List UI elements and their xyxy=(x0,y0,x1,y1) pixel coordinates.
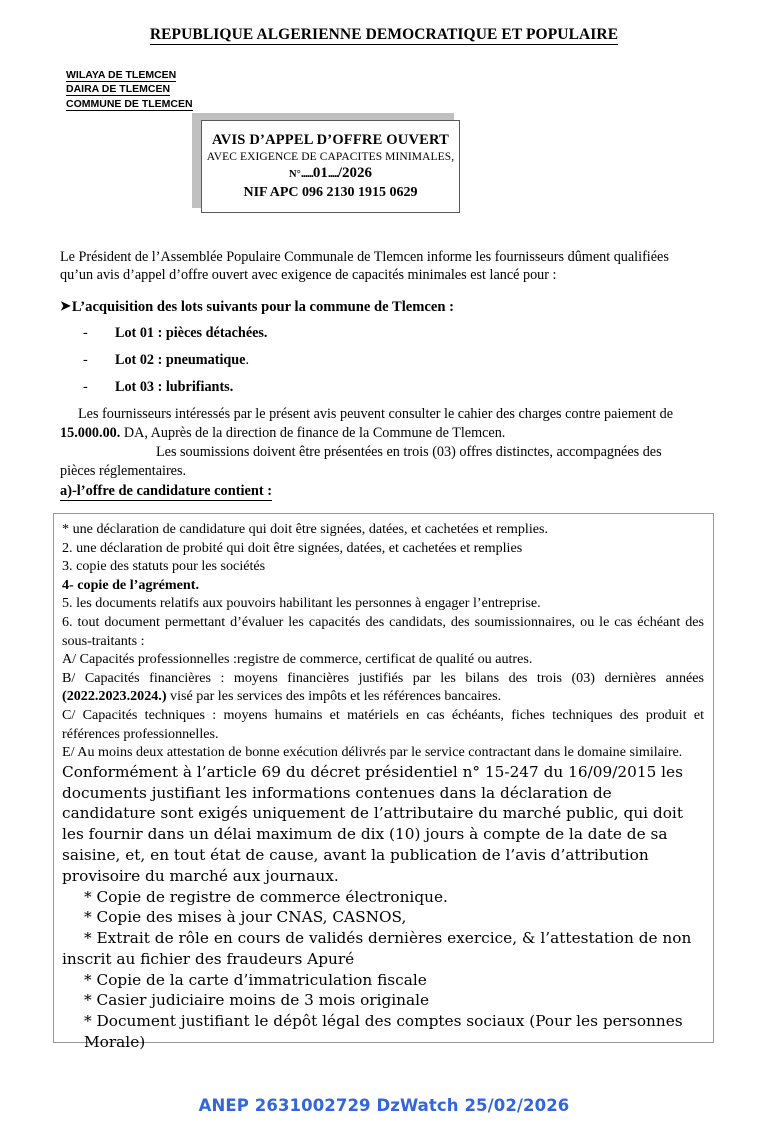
fournisseurs-text-pre: Les fournisseurs intéressés par le présent avis peuvent consulter le cahier des charges contre paiement de xyxy=(78,406,673,423)
requirements-sans-section xyxy=(62,762,704,1053)
capacites-financieres xyxy=(62,669,704,706)
notice-number-dots-left: ...... xyxy=(300,166,313,180)
offre-candidature-heading xyxy=(60,483,715,500)
list-item-agrement: 4- copie de l’agrément. xyxy=(62,576,199,593)
admin-line-daira: DAIRA DE TLEMCEN xyxy=(66,83,171,96)
lot-label: Lot 03 : lubrifiants. xyxy=(115,379,234,396)
list-item xyxy=(83,378,715,396)
soumissions-paragraph xyxy=(60,443,700,480)
list-item xyxy=(83,351,715,369)
anep-footer: ANEP 2631002729 DzWatch 25/02/2026 xyxy=(198,1096,570,1115)
cap-b-years: (2022.2023.2024.) xyxy=(62,688,167,705)
extrait-text: * Extrait de rôle en cours de validés dernières exercice, & l’attestation de non inscrit au fichier des fraudeurs Apuré xyxy=(62,929,692,968)
lot-label: Lot 02 : pneumatique xyxy=(115,352,246,369)
capacites-professionnelles: A/ Capacités professionnelles :registre de commerce, certificat de qualité ou autres. xyxy=(62,651,533,668)
list-item: * Document justifiant le dépôt légal des comptes sociaux (Pour les personnes Morale) xyxy=(84,1012,683,1052)
list-item: * Copie de la carte d’immatriculation fiscale xyxy=(84,970,427,989)
list-item: 6. tout document permettant d’évaluer les capacités des candidats, des soumissionnaires, ou le cas échéant des sous-traitants : xyxy=(62,613,704,649)
fournisseurs-text-post: DA, Auprès de la direction de finance de la Commune de Tlemcen. xyxy=(120,424,506,441)
requirements-box xyxy=(53,513,714,1052)
list-item: 2. une déclaration de probité qui doit être signées, datées, et cachetées et remplies xyxy=(62,539,523,556)
notice-number-dots-right: ..... xyxy=(327,166,338,180)
notice-year: /2026 xyxy=(337,165,372,181)
nif-apc-label: NIF APC 096 2130 1915 0629 xyxy=(243,185,418,200)
list-item-extrait xyxy=(62,928,704,970)
offre-candidature-heading-text: a)-l’offre de candidature contient : xyxy=(60,483,273,500)
lot-dash: - xyxy=(83,352,88,369)
cap-b-post: visé par les services des impôts et les références bancaires. xyxy=(166,688,502,705)
acquisition-heading xyxy=(60,297,715,316)
list-item xyxy=(83,324,715,342)
lot-list xyxy=(83,324,715,396)
admin-line-wilaya: WILAYA DE TLEMCEN xyxy=(66,69,177,81)
list-item: * Copie des mises à jour CNAS, CASNOS, xyxy=(84,908,407,927)
notice-number-prefix: N° xyxy=(289,169,301,180)
administrative-block xyxy=(66,68,193,111)
pointer-bullet-icon: ➤ xyxy=(60,298,71,314)
list-item: * une déclaration de candidature qui doit être signées, datées, et cachetées et remplies. xyxy=(62,521,549,537)
list-item: * Copie de registre de commerce électronique. xyxy=(84,887,448,906)
intro-paragraph: Le Président de l’Assemblée Populaire Communale de Tlemcen informe les fournisseurs dûment qualifiées qu’un avis d’appel d’offre ouvert avec exigence de capacités minimales est lancé pour : xyxy=(60,249,669,284)
cahier-charges-amount: 15.000.00. xyxy=(60,424,121,441)
conformement-paragraph: Conformément à l’article 69 du décret présidentiel n° 15-247 du 16/09/2015 les documents justifiant les informations contenues dans la déclaration de candidature sont exigés uniquement de l’attributaire du marché public, qui doit les fournir dans un délai maximum de dix (10) jours à compte de la date de sa saisine, et, en tout état de cause, avant la publication de l’avis d’attribution provisoire du marché aux journaux. xyxy=(62,762,683,885)
lot-tail: . xyxy=(245,352,250,369)
list-item: * Casier judiciaire moins de 3 mois originale xyxy=(84,991,430,1010)
body-area xyxy=(60,248,715,500)
cap-b-pre: B/ Capacités financières : moyens financières justifiés par les bilans des trois (03) dernières années xyxy=(62,669,704,686)
attestation-bonne-execution: E/ Au moins deux attestation de bonne exécution délivrés par le service contractant dans le domaine similaire. xyxy=(62,744,683,761)
requirements-serif-section xyxy=(62,520,704,762)
page-title-text: REPUBLIQUE ALGERIENNE DEMOCRATIQUE ET POPULAIRE xyxy=(149,26,619,43)
lot-dash: - xyxy=(83,379,88,396)
admin-line-commune: COMMUNE DE TLEMCEN xyxy=(66,97,193,110)
list-item: 5. les documents relatifs aux pouvoirs habilitant les personnes à engager l’entreprise. xyxy=(62,595,541,612)
notice-subtitle-label: AVEC EXIGENCE DE CAPACITES MINIMALES, xyxy=(206,151,455,163)
lot-label: Lot 01 : pièces détachées. xyxy=(115,325,268,342)
list-item: 3. copie des statuts pour les sociétés xyxy=(62,558,266,575)
notice-title-box xyxy=(192,113,460,213)
notice-number-line xyxy=(202,165,459,182)
soumissions-text: Les soumissions doivent être présentées en trois (03) offres distinctes, accompagnées des pièces réglementaires. xyxy=(60,444,662,479)
notice-number-value: 01 xyxy=(312,165,328,181)
lot-text xyxy=(115,324,267,342)
acquisition-heading-text: L’acquisition des lots suivants pour la commune de Tlemcen : xyxy=(71,299,454,316)
fournisseurs-paragraph xyxy=(60,405,692,442)
page-title xyxy=(0,26,768,44)
capacites-techniques: C/ Capacités techniques : moyens humains et matériels en cas échéants, fiches techniques des produit et références professionnelles. xyxy=(62,706,704,742)
lot-dash: - xyxy=(83,325,88,342)
lot-text xyxy=(115,351,249,369)
title-box-frame xyxy=(201,120,460,213)
notice-type-label: AVIS D’APPEL D’OFFRE OUVERT xyxy=(211,132,450,148)
lot-text xyxy=(115,378,233,396)
